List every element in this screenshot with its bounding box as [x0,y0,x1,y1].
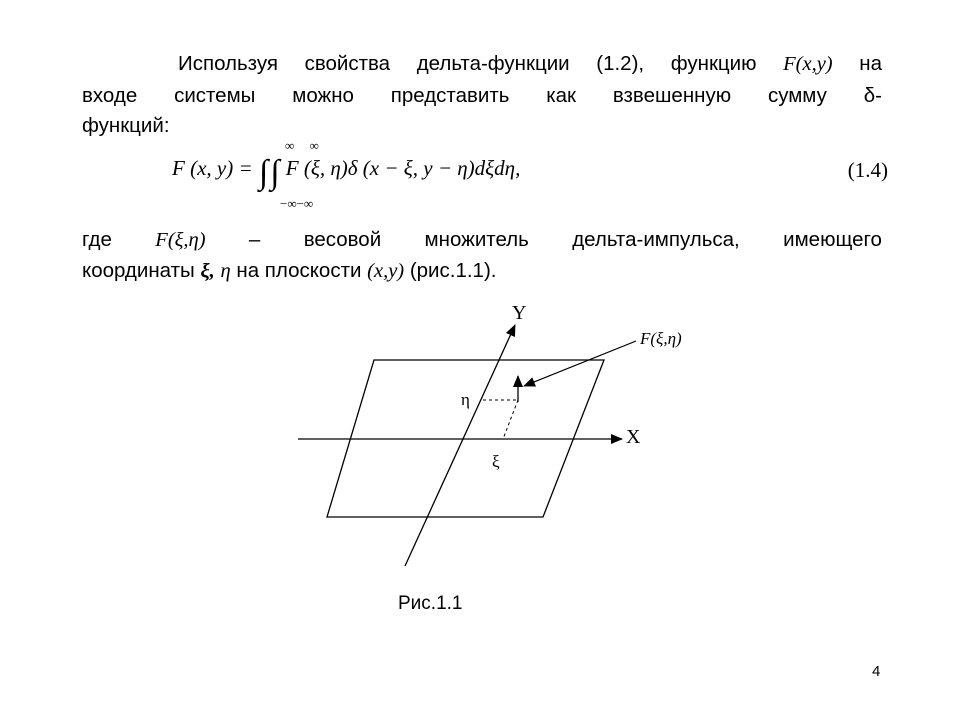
p1-word: δ- [863,84,882,107]
xi-label: ξ [492,452,500,471]
paragraph1-line3: функций: [82,114,170,137]
p2-eta: η [220,260,231,282]
p1-word: представить [390,84,510,107]
p1-word: системы [174,84,256,107]
integral-lower-limits: −∞−∞ [280,196,314,211]
p2-word: имеющего [783,228,882,251]
p1-word: дельта-функции [416,52,570,75]
p2-word: – [248,228,261,251]
p2-text: (рис.1.1). [409,259,497,282]
p2-xi: ξ, [200,260,215,282]
y-axis [405,325,515,566]
integral-symbol-2: ∫ [270,154,280,191]
p2-word: дельта-импульса, [572,228,740,251]
p1-word: как [546,84,577,107]
pointer-arrow [524,341,636,386]
p1-word: (1.2), [596,52,645,75]
p2-function: F(ξ,η) [155,229,206,251]
page-number: 4 [872,663,881,680]
p1-word: свойства [304,52,391,75]
equation-number: (1.4) [847,158,888,182]
p1-word: функцию [670,52,757,75]
p2-word: множитель [424,228,529,251]
p1-word: можно [292,84,354,107]
eta-label: η [461,390,470,409]
p1-fn-args: (x,y) [795,53,833,75]
formula-lhs: F (x, y) = [172,156,253,180]
xi-dashed-line [503,400,518,439]
p1-fn-name: F [783,53,796,75]
p2-xy: (x,y) [367,260,405,282]
integral-symbol-1: ∫ [258,154,269,191]
p2-text: на плоскости [236,259,362,282]
p1-word: входе [82,84,138,107]
axis-x-label: X [626,426,641,448]
p2-word: весовой [303,228,382,251]
p1-word: взвешенную [612,84,732,107]
p1-word: на [859,52,882,75]
integral-upper-limits: ∞ ∞ [285,138,325,153]
p1-word: сумму [767,84,827,107]
axis-y-label: Y [512,302,527,324]
p2-text: координаты [82,259,195,282]
formula-integrand: F (ξ, η)δ (x − ξ, y − η)dξdη, [285,156,521,180]
figure-caption: Рис.1.1 [398,593,463,614]
p1-word: Используя [178,52,278,75]
p2-word: где [82,228,112,251]
impulse-label: F(ξ,η) [640,329,682,348]
